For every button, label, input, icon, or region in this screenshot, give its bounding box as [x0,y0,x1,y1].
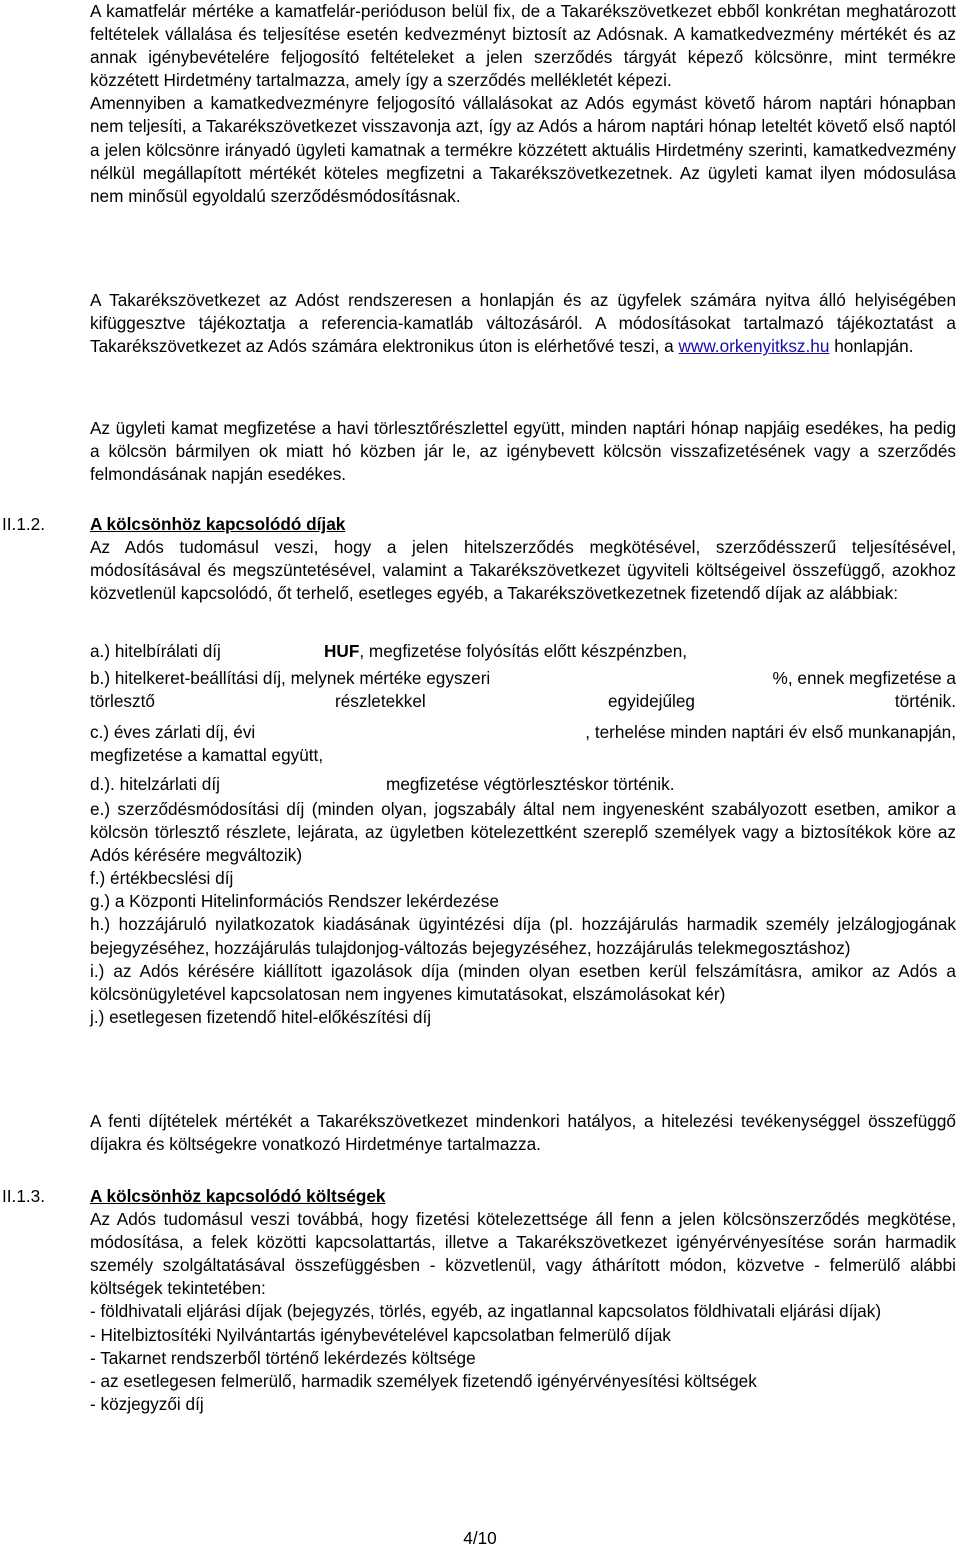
cost-item: - földhivatali eljárási díjak (bejegyzés, törlés, egyéb, az ingatlannal kapcsolatos földhivatali eljárási díjak) [90,1301,882,1322]
fee-item-h: h.) hozzájáruló nyilatkozatok kiadásának ügyintézési díja (pl. hozzájárulás harmadik személy jelzálogjogának bejegyzéséhez, hozzájárulás tulajdonjog-változás bejegyzéséhez, hozzájárulás telekmegosztáshoz) [90,914,956,958]
fee-items-e-to-j [90,798,956,1029]
fee-item-d: d.). hitelzárlati díj megfizetése végtörlesztéskor történik. [90,774,675,794]
costs-intro: Az Adós tudomásul veszi továbbá, hogy fizetési kötelezettsége áll fenn a jelen kölcsönszerződés megkötése, módosítása, a felek közötti kapcsolattartás, illetve a Takarékszövetkezet igényérvényesítése során harmadik személy szolgáltatásával összefüggésben - közvetlenül, vagy áthárított módon, közvetve - felmerülő alábbi költségek tekintetében: [90,1209,956,1299]
kamat-esedekesseg-block [90,417,956,486]
fees-closing-paragraph: A fenti díjtételek mértékét a Takarékszövetkezet mindenkori hatályos, a hitelezési tevékenységgel összefüggő díjakra és költségekre vonatkozó Hirdetménye tartalmazza. [90,1111,956,1155]
costs-section [90,1185,956,1416]
huf-label: HUF [324,641,360,661]
cost-item: - Hitelbiztosítéki Nyilvántartás igénybevételével kapcsolatban felmerülő díjak [90,1324,671,1345]
referencia-kamatlab-block [90,289,956,358]
website-link[interactable]: www.orkenyitksz.hu [678,336,830,357]
kamat-esedekesseg-paragraph: Az ügyleti kamat megfizetése a havi törlesztőrészlettel együtt, minden naptári hónap napjáig esedékes, ha pedig a kölcsön bármilyen ok miatt hó közben jár le, az igénybevett kölcsön visszafizetésének vagy a szerződés felmondásának napján esedékes. [90,418,956,485]
kamatkedvezmeny-visszavonas-paragraph: Amennyiben a kamatkedvezményre feljogosító vállalásokat az Adós egymást követő három naptári hónapban nem teljesíti, a Takarékszövetkezet visszavonja azt, így az Adós a három naptári hónap leteltét követő első naptól a jelen kölcsönre irányadó ügyleti kamatnak a termékre közzétett aktuális Hirdetmény szerinti, kamatkedvezmény nélkül megállapított mértékét köteles megfizetni a Takarékszövetkezetnek. Az ügyleti kamat ilyen módosulása nem minősül egyoldalú szerződésmódosításnak. [90,93,956,206]
fee-item-e: e.) szerződésmódosítási díj (minden olyan, jogszabály által nem ingyenesként szabályozott esetben, amikor a kölcsön törlesztő részlete, lejárata, az ügyletben kötelezettként szereplő személyek vagy a biztosítékok köre az Adós kérésére megváltozik) [90,799,956,866]
referencia-kamatlab-paragraph: A Takarékszövetkezet az Adóst rendszeresen a honlapján és az ügyfelek számára nyitva álló helyiségében kifüggesztve tájékoztatja a referencia-kamatláb változásáról. A módosításokat tartalmazó tájékoztatást a Takarékszövetkezet az Adós számára elektronikus úton is elérhetővé teszi, a www.orkenyitksz.hu honlapján. [90,290,956,357]
section-number-fees: II.1.2. [2,514,45,534]
fee-item-i: i.) az Adós kérésére kiállított igazolások díja (minden olyan esetben kerül felszámításra, amikor az Adós a kölcsönügyletével kapcsolatosan nem ingyenes kimutatásokat, elszámolásokat kér) [90,960,956,1004]
fees-section [90,513,956,605]
fee-item-j: j.) esetlegesen fizetendő hitel-előkészítési díj [90,1006,432,1027]
fees-intro: Az Adós tudomásul veszi, hogy a jelen hitelszerződés megkötésével, szerződésszerű teljesítésével, módosításával és megszüntetésével, valamint a Takarékszövetkezet ügyviteli költségeivel összefüggő, azokhoz közvetlenül kapcsolódó, őt terhelő, esetleges egyéb, a Takarékszövetkezetnek fizetendő díjak az alábbiak: [90,537,956,604]
costs-heading: A kölcsönhöz kapcsolódó költségek [90,1186,386,1206]
fee-item-c: c.) éves zárlati díj, évi , terhelése minden naptári év első munkanapján, megfizetése a kamattal együtt, [90,722,956,766]
kamatfelar-paragraph: A kamatfelár mértéke a kamatfelár-perióduson belül fix, de a Takarékszövetkezet ebből konkrétan meghatározott feltételek vállalása és teljesítése esetén kedvezményt biztosít az Adósnak. A kamatkedvezmény mértékét és az annak igénybevételére feljogosító feltételeket a jelen szerződés tárgyát képező kölcsönre, mint termékre közzétett Hirdetmény tartalmazza, amely így a szerződés mellékletét képezi. [90,1,956,91]
page-number: 4/10 [463,1528,497,1548]
fee-item-f: f.) értékbecslési díj [90,868,234,889]
cost-item: - az esetlegesen felmerülő, harmadik személyek fizetendő igényérvényesítési költségek [90,1370,757,1391]
fees-closing-block [90,1110,956,1156]
fee-item-g: g.) a Központi Hitelinformációs Rendszer lekérdezése [90,891,499,912]
fees-heading: A kölcsönhöz kapcsolódó díjak [90,514,346,534]
cost-item: - közjegyzői díj [90,1393,204,1414]
intro-block [90,0,956,208]
fee-item-a: a.) hitelbírálati díj HUF, megfizetése folyósítás előtt készpénzben, [90,641,688,661]
section-number-costs: II.1.3. [2,1186,45,1206]
cost-item: - Takarnet rendszerből történő lekérdezés költsége [90,1347,476,1368]
fee-item-b: b.) hitelkeret-beállítási díj, melynek mértéke egyszeri %, ennek megfizetése a törlesztő részletekkel egyidejűleg történik. [90,668,956,712]
